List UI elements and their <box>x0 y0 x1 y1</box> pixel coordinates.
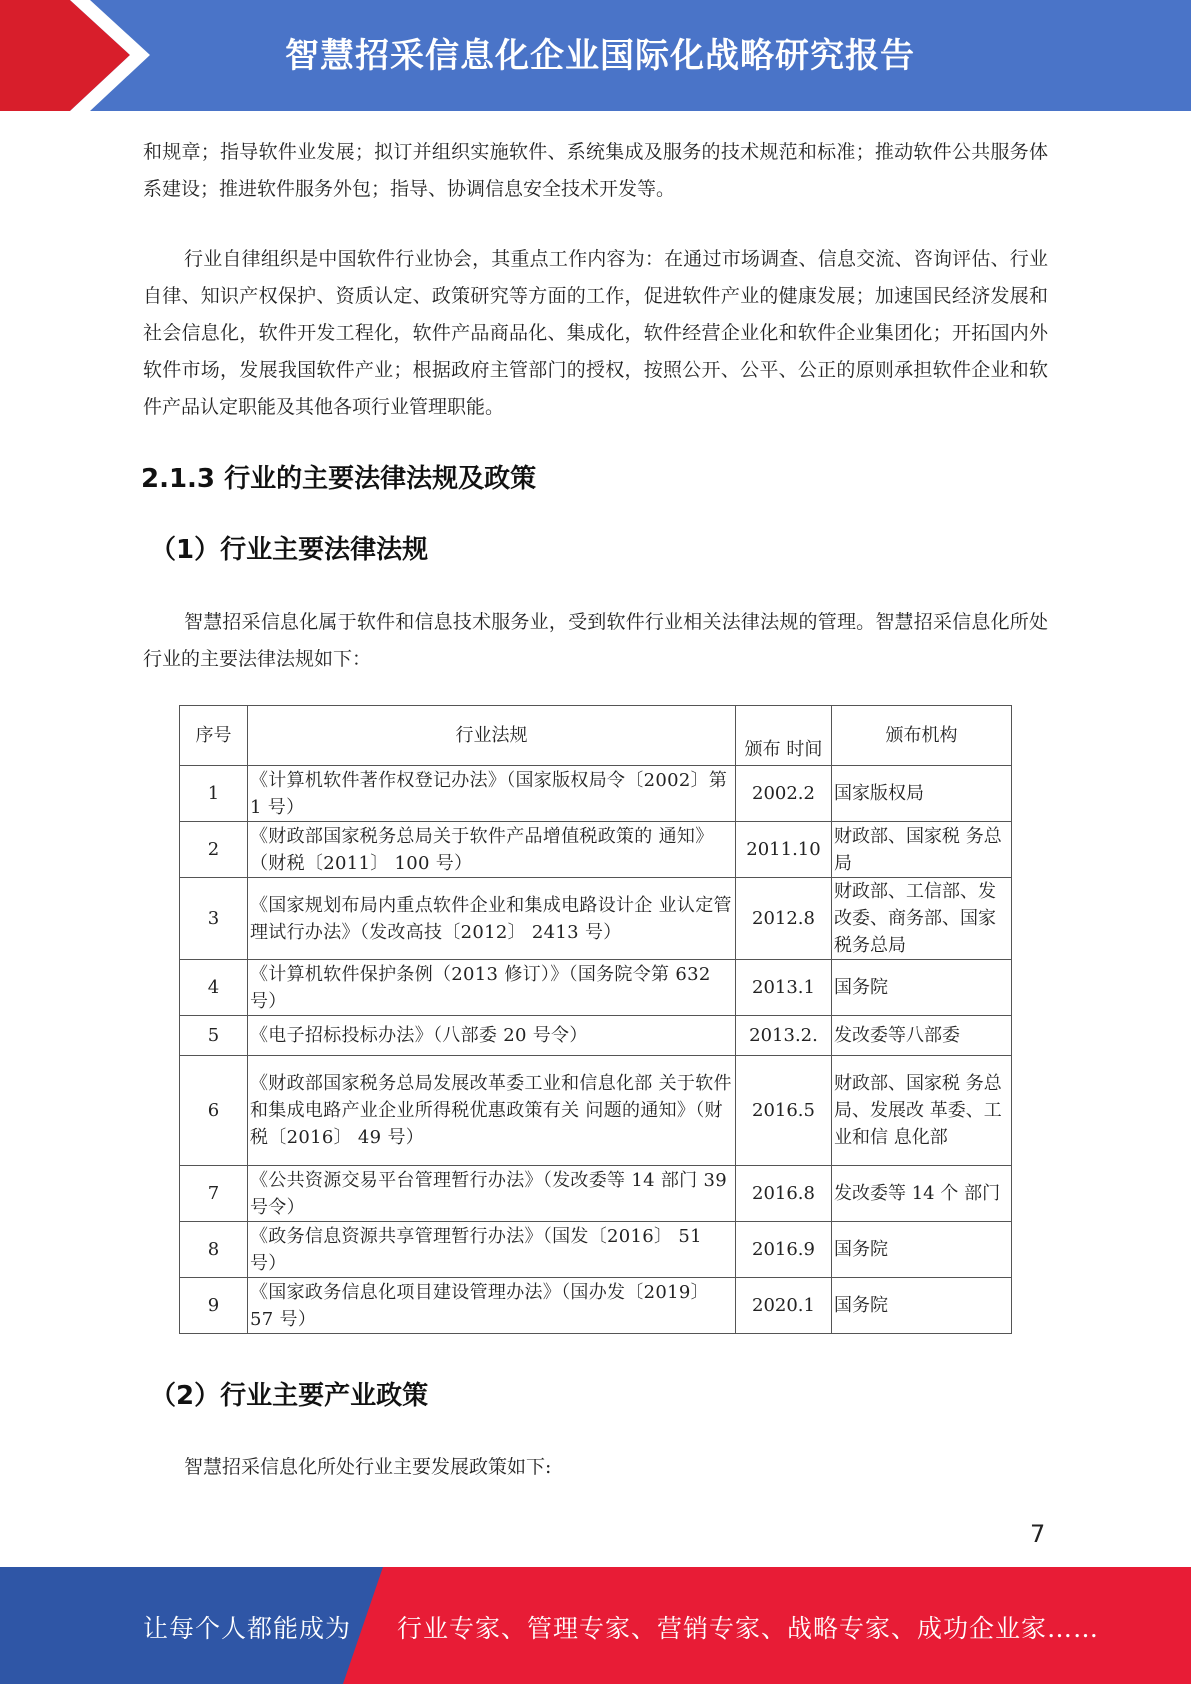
table-row <box>180 822 1012 878</box>
cell-no: 1 <box>180 766 248 822</box>
header-law: 行业法规 <box>248 706 736 766</box>
paragraph-3: 智慧招采信息化属于软件和信息技术服务业，受到软件行业相关法律法规的管理。智慧招采信息化所处行业的主要法律法规如下： <box>143 611 1048 670</box>
header-no: 序号 <box>180 706 248 766</box>
cell-time: 2016.8 <box>736 1166 832 1222</box>
cell-law: 《财政部国家税务总局关于软件产品增值税政策的 通知》（财税〔2011〕 100 号） <box>248 822 736 878</box>
laws-table <box>179 705 1012 1334</box>
footer-slogan-right: 行业专家、管理专家、营销专家、战略专家、成功企业家…… <box>397 1614 1100 1643</box>
header-time: 颁布 时间 <box>736 706 832 766</box>
table-row <box>180 766 1012 822</box>
cell-law: 《计算机软件保护条例（2013 修订）》（国务院令第 632 号） <box>248 960 736 1016</box>
cell-law: 《电子招标投标办法》（八部委 20 号令） <box>248 1016 736 1056</box>
cell-law: 《财政部国家税务总局发展改革委工业和信息化部 关于软件和集成电路产业企业所得税优惠政策有关 问题的通知》（财税〔2016〕 49 号） <box>248 1056 736 1166</box>
cell-org: 财政部、国家税 务总局 <box>832 822 1012 878</box>
page-footer <box>0 1567 1191 1684</box>
cell-no: 3 <box>180 878 248 960</box>
page-header <box>0 0 1191 111</box>
footer-slogan-left: 让每个人都能成为 <box>143 1614 352 1643</box>
cell-org: 发改委等 14 个 部门 <box>832 1166 1012 1222</box>
cell-org: 财政部、工信部、发改委、商务部、国家税务总局 <box>832 878 1012 960</box>
table-header-row <box>180 706 1012 766</box>
table-row <box>180 1222 1012 1278</box>
table-row <box>180 878 1012 960</box>
cell-time: 2013.2. <box>736 1016 832 1056</box>
cell-org: 国务院 <box>832 960 1012 1016</box>
table-row <box>180 1278 1012 1334</box>
cell-time: 2002.2 <box>736 766 832 822</box>
cell-no: 9 <box>180 1278 248 1334</box>
cell-org: 国务院 <box>832 1222 1012 1278</box>
table-row <box>180 1056 1012 1166</box>
table-row <box>180 960 1012 1016</box>
paragraph-2: 行业自律组织是中国软件行业协会，其重点工作内容为：在通过市场调查、信息交流、咨询评估、行业自律、知识产权保护、资质认定、政策研究等方面的工作，促进软件产业的健康发展；加速国民经济发展和社会信息化，软件开发工程化，软件产品商品化、集成化，软件经营企业化和软件企业集团化；开拓国内外软件市场，发展我国软件产业；根据政府主管部门的授权，按照公开、公平、公正的原则承担软件企业和软件产品认定职能及其他各项行业管理职能。 <box>143 248 1048 418</box>
cell-time: 2016.5 <box>736 1056 832 1166</box>
table-row <box>180 1166 1012 1222</box>
subheading-policies: （2）行业主要产业政策 <box>150 1381 429 1411</box>
subheading-laws: （1）行业主要法律法规 <box>150 535 429 565</box>
header-org: 颁布机构 <box>832 706 1012 766</box>
section-heading: 2.1.3 行业的主要法律法规及政策 <box>141 464 537 494</box>
table-row <box>180 1016 1012 1056</box>
cell-time: 2020.1 <box>736 1278 832 1334</box>
cell-org: 国务院 <box>832 1278 1012 1334</box>
cell-no: 7 <box>180 1166 248 1222</box>
page-number: 7 <box>1030 1520 1046 1548</box>
cell-org: 国家版权局 <box>832 766 1012 822</box>
paragraph-1: 和规章；指导软件业发展；拟订并组织实施软件、系统集成及服务的技术规范和标准；推动软件公共服务体系建设；推进软件服务外包；指导、协调信息安全技术开发等。 <box>143 141 1048 200</box>
cell-time: 2016.9 <box>736 1222 832 1278</box>
cell-no: 2 <box>180 822 248 878</box>
cell-no: 4 <box>180 960 248 1016</box>
cell-no: 5 <box>180 1016 248 1056</box>
cell-no: 8 <box>180 1222 248 1278</box>
cell-law: 《公共资源交易平台管理暂行办法》（发改委等 14 部门 39 号令） <box>248 1166 736 1222</box>
cell-law: 《计算机软件著作权登记办法》（国家版权局令〔2002〕第 1 号） <box>248 766 736 822</box>
cell-law: 《国家政务信息化项目建设管理办法》（国办发〔2019〕 57 号） <box>248 1278 736 1334</box>
cell-no: 6 <box>180 1056 248 1166</box>
cell-org: 发改委等八部委 <box>832 1016 1012 1056</box>
cell-law: 《政务信息资源共享管理暂行办法》（国发〔2016〕 51 号） <box>248 1222 736 1278</box>
paragraph-4: 智慧招采信息化所处行业主要发展政策如下: <box>184 1456 552 1478</box>
cell-time: 2013.1 <box>736 960 832 1016</box>
cell-org: 财政部、国家税 务总局、发展改 革委、工业和信 息化部 <box>832 1056 1012 1166</box>
cell-law: 《国家规划布局内重点软件企业和集成电路设计企 业认定管理试行办法》（发改高技〔2012〕 2413 号） <box>248 878 736 960</box>
header-title: 智慧招采信息化企业国际化战略研究报告 <box>285 36 915 76</box>
cell-time: 2012.8 <box>736 878 832 960</box>
cell-time: 2011.10 <box>736 822 832 878</box>
